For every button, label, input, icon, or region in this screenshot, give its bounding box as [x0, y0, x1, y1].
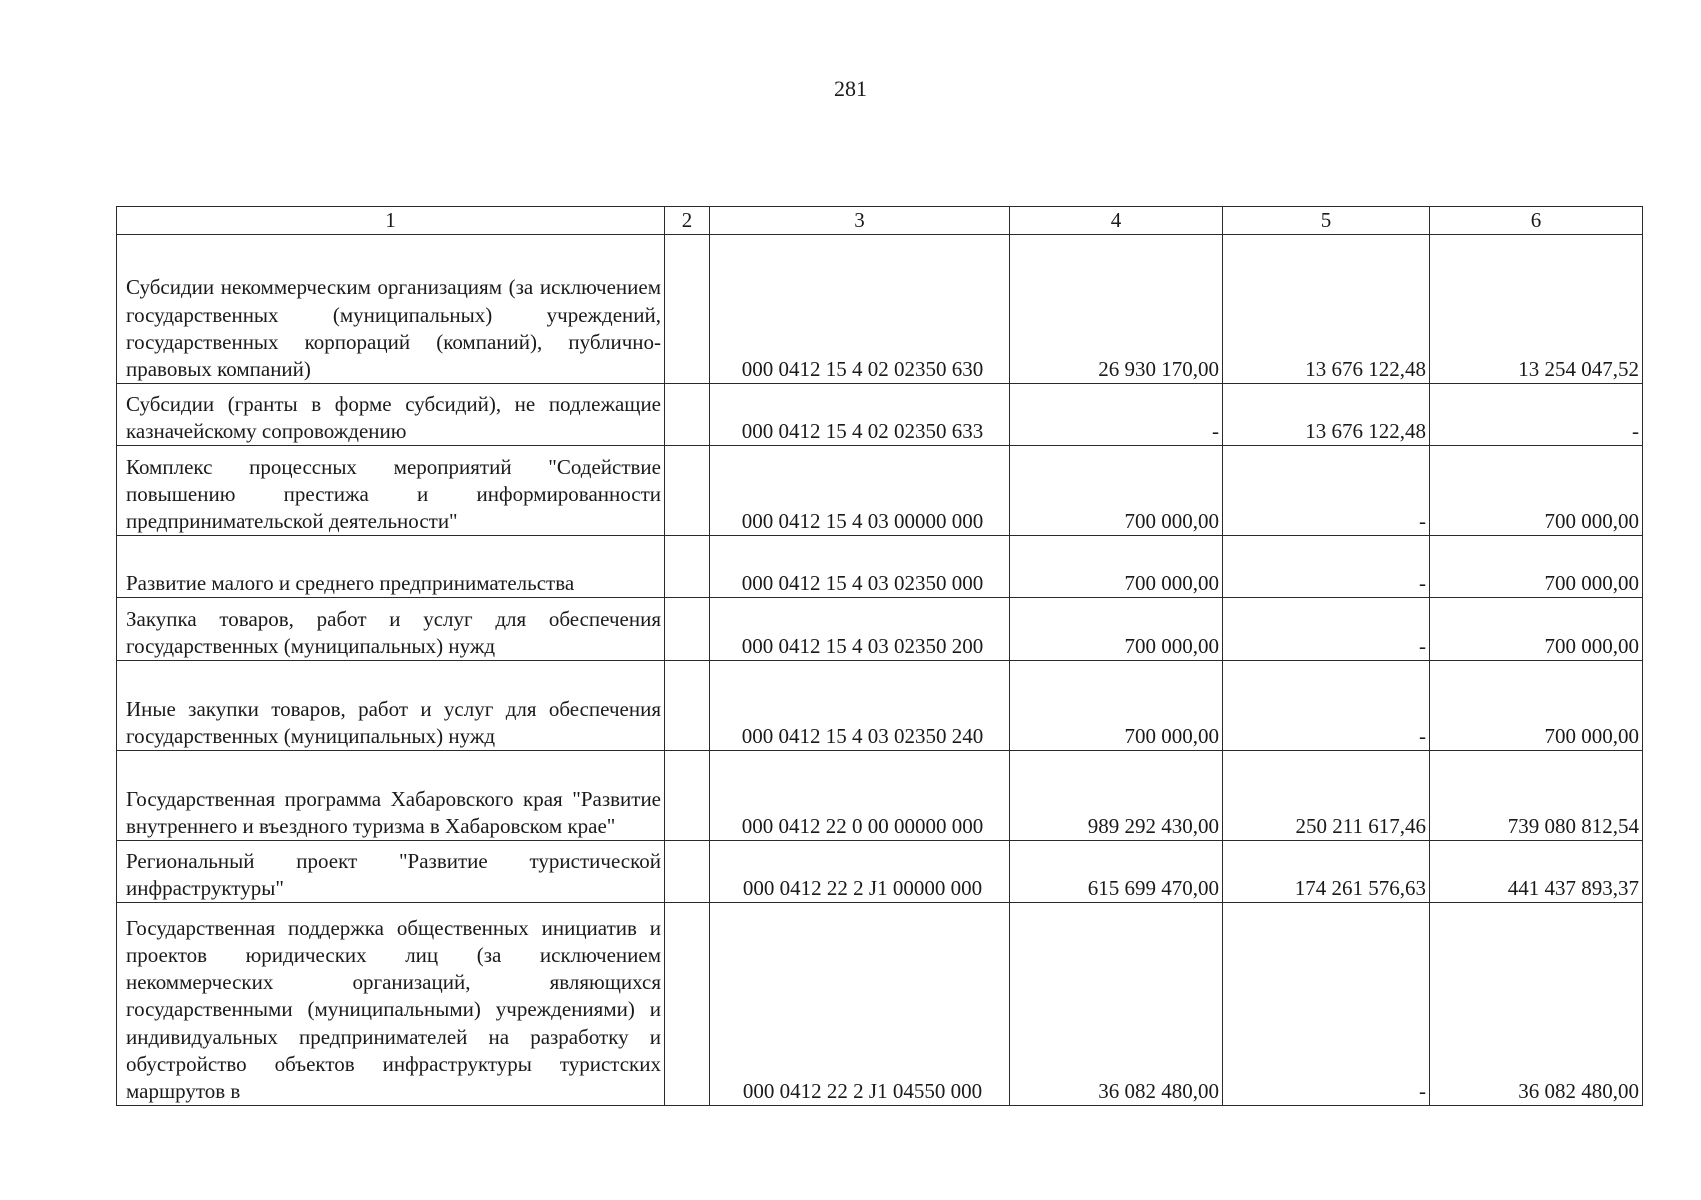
row-col5: -: [1223, 536, 1430, 598]
row-col6: 700 000,00: [1430, 446, 1643, 536]
row-code: 000 0412 15 4 03 02350 240: [710, 661, 1010, 751]
row-col5: 13 676 122,48: [1223, 384, 1430, 446]
row-col4: 700 000,00: [1010, 598, 1223, 661]
row-name: Субсидии (гранты в форме субсидий), не подлежащие казначейскому сопровождению: [117, 384, 665, 446]
table-row: [117, 661, 1643, 751]
row-col6: 441 437 893,37: [1430, 841, 1643, 903]
row-col4: 700 000,00: [1010, 536, 1223, 598]
row-col5: -: [1223, 446, 1430, 536]
row-col2: [665, 235, 710, 384]
row-col5: -: [1223, 903, 1430, 1106]
row-code: 000 0412 22 0 00 00000 000: [710, 751, 1010, 841]
table-row: [117, 903, 1643, 1106]
row-col4: 26 930 170,00: [1010, 235, 1223, 384]
table-row: [117, 235, 1643, 384]
row-code: 000 0412 15 4 03 00000 000: [710, 446, 1010, 536]
column-header: 6: [1430, 207, 1643, 235]
row-name: Закупка товаров, работ и услуг для обеспечения государственных (муниципальных) нужд: [117, 598, 665, 661]
table-row: [117, 536, 1643, 598]
row-col4: 615 699 470,00: [1010, 841, 1223, 903]
row-name: Комплекс процессных мероприятий "Содействие повышению престижа и информированности предпринимательской деятельности": [117, 446, 665, 536]
row-code: 000 0412 22 2 J1 00000 000: [710, 841, 1010, 903]
row-col5: 174 261 576,63: [1223, 841, 1430, 903]
row-name: Субсидии некоммерческим организациям (за исключением государственных (муниципальных) учреждений, государственных корпораций (компаний), публично-правовых компаний): [117, 235, 665, 384]
column-header: 4: [1010, 207, 1223, 235]
row-col4: 36 082 480,00: [1010, 903, 1223, 1106]
row-name: Развитие малого и среднего предпринимательства: [117, 536, 665, 598]
row-col2: [665, 841, 710, 903]
row-col6: 700 000,00: [1430, 536, 1643, 598]
row-name: Региональный проект "Развитие туристической инфраструктуры": [117, 841, 665, 903]
budget-table: [116, 206, 1643, 1106]
row-col2: [665, 751, 710, 841]
row-col6: 700 000,00: [1430, 598, 1643, 661]
table-row: [117, 598, 1643, 661]
row-code: 000 0412 15 4 02 02350 633: [710, 384, 1010, 446]
row-code: 000 0412 22 2 J1 04550 000: [710, 903, 1010, 1106]
column-header: 1: [117, 207, 665, 235]
table-row: [117, 384, 1643, 446]
row-col2: [665, 384, 710, 446]
row-col4: -: [1010, 384, 1223, 446]
row-name: Иные закупки товаров, работ и услуг для обеспечения государственных (муниципальных) нужд: [117, 661, 665, 751]
row-col6: 13 254 047,52: [1430, 235, 1643, 384]
table-row: [117, 841, 1643, 903]
row-col5: 250 211 617,46: [1223, 751, 1430, 841]
row-col2: [665, 598, 710, 661]
column-header: 3: [710, 207, 1010, 235]
row-code: 000 0412 15 4 03 02350 200: [710, 598, 1010, 661]
row-col6: 700 000,00: [1430, 661, 1643, 751]
row-col6: 739 080 812,54: [1430, 751, 1643, 841]
row-col6: -: [1430, 384, 1643, 446]
column-header: 2: [665, 207, 710, 235]
row-col5: -: [1223, 598, 1430, 661]
row-name: Государственная программа Хабаровского края "Развитие внутреннего и въездного туризма в Хабаровском крае": [117, 751, 665, 841]
row-code: 000 0412 15 4 02 02350 630: [710, 235, 1010, 384]
row-code: 000 0412 15 4 03 02350 000: [710, 536, 1010, 598]
row-col2: [665, 446, 710, 536]
page-number: 281: [834, 76, 867, 101]
row-col4: 700 000,00: [1010, 446, 1223, 536]
row-col4: 700 000,00: [1010, 661, 1223, 751]
row-col2: [665, 903, 710, 1106]
row-col2: [665, 536, 710, 598]
table-row: [117, 446, 1643, 536]
column-header: 5: [1223, 207, 1430, 235]
row-name: Государственная поддержка общественных инициатив и проектов юридических лиц (за исключением некоммерческих организаций, являющихся государственными (муниципальными) учреждениями) и индивидуальных предпринимателей на разработку и обустройство объектов инфраструктуры туристских маршрутов в: [117, 903, 665, 1106]
row-col4: 989 292 430,00: [1010, 751, 1223, 841]
row-col2: [665, 661, 710, 751]
table-header-row: [117, 207, 1643, 235]
row-col5: 13 676 122,48: [1223, 235, 1430, 384]
row-col5: -: [1223, 661, 1430, 751]
table-row: [117, 751, 1643, 841]
row-col6: 36 082 480,00: [1430, 903, 1643, 1106]
